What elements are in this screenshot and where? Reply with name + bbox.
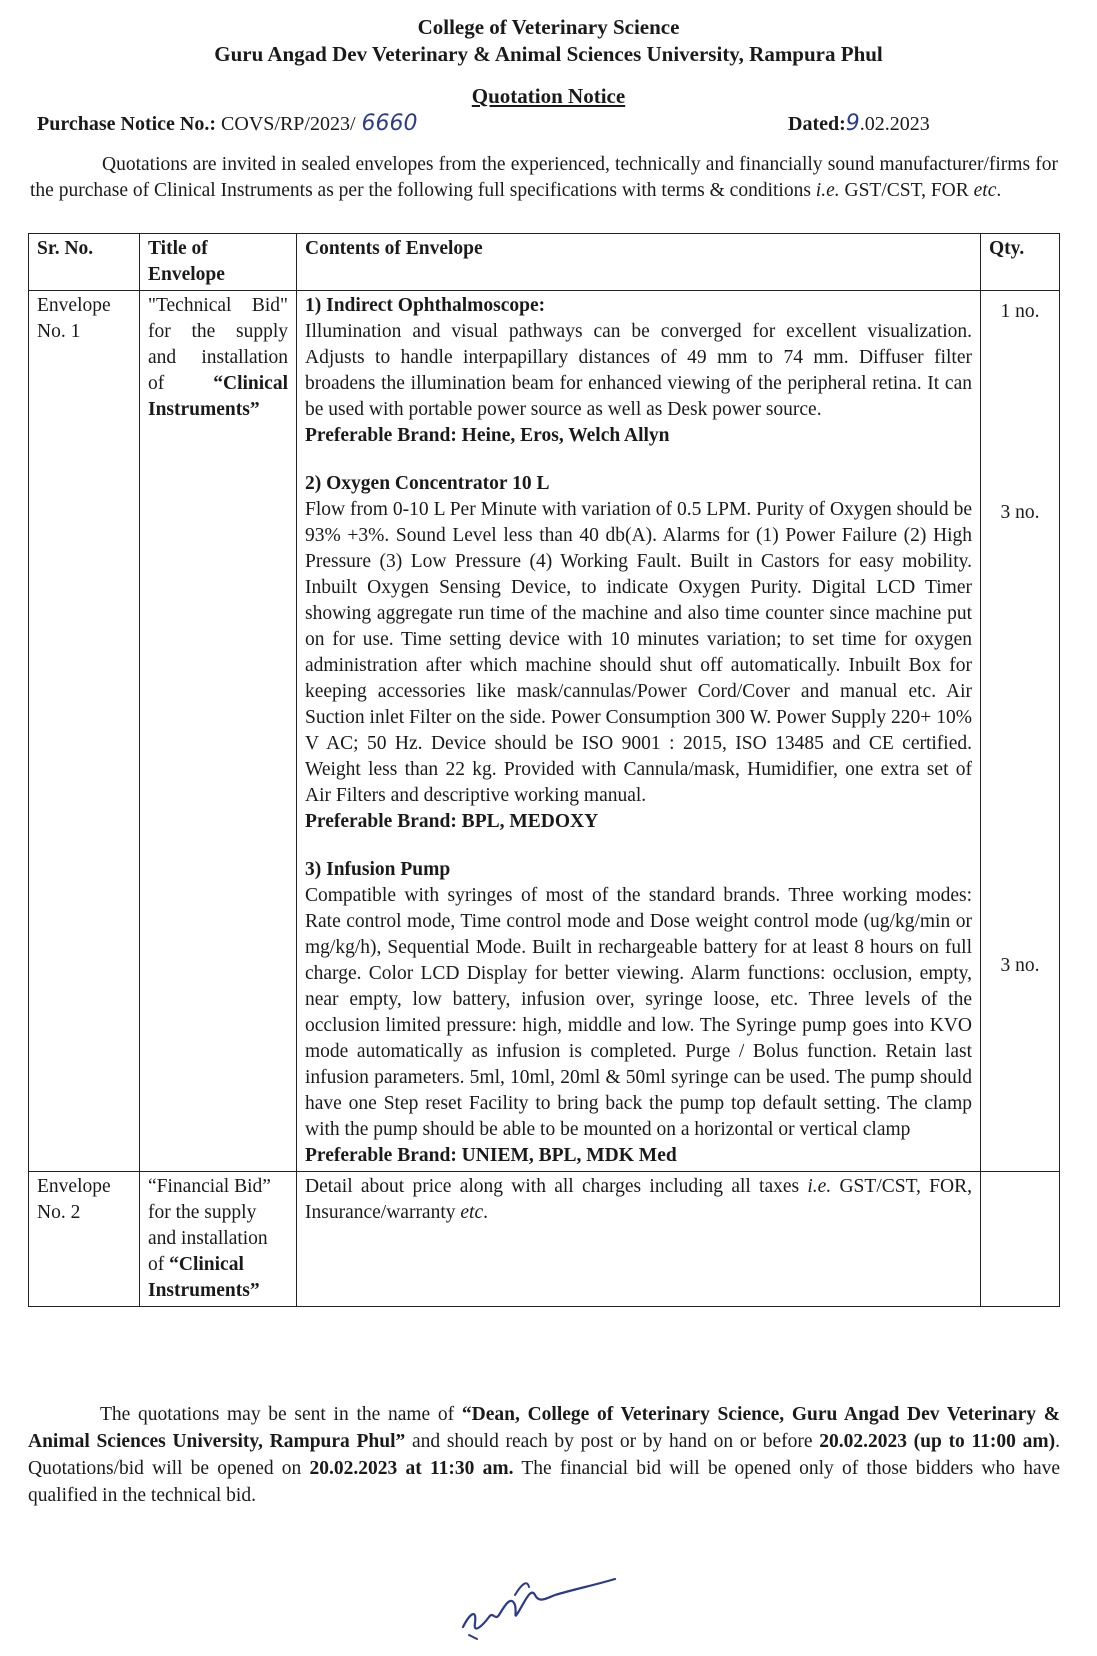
- item-title: 2) Oxygen Concentrator 10 L: [305, 473, 550, 494]
- intro-paragraph: Quotations are invited in sealed envelopes from the experienced, technically and financially sound manufacturer/firms for the purchase of Clinical Instruments as per the following full specifications with terms & conditions i.e. GST/CST, FOR etc.: [30, 154, 1058, 201]
- item-brand: Preferable Brand: BPL, MEDOXY: [305, 811, 599, 832]
- item-body: Illumination and visual pathways can be converged for excellent visualization. Adjusts to handle interpapillary distances of 49 mm to 74 mm. Diffuser filter broadens the illumination beam for enhanced viewing of the peripheral retina. It can be used with portable power source as well as Desk power source.: [305, 321, 972, 420]
- envelope-1-sr: Envelope No. 1: [29, 291, 140, 1172]
- purchase-notice-number: [37, 111, 418, 136]
- envelope-1-qty: [981, 291, 1060, 1172]
- purchase-notice-label: Purchase Notice No.:: [37, 113, 217, 135]
- document-header: [0, 14, 1097, 68]
- envelope-2-qty: [981, 1172, 1060, 1307]
- header-sr-no: Sr. No.: [29, 234, 140, 291]
- qty-item-3: 3 no.: [1000, 955, 1040, 976]
- envelope-1-title: "Technical Bid" for the supply and installation of “Clinical Instruments”: [140, 291, 297, 1172]
- header-title: Title of Envelope: [140, 234, 297, 291]
- qty-item-2: 3 no.: [1000, 502, 1040, 523]
- handwritten-number: 6660: [361, 111, 418, 136]
- table-row: [29, 291, 1060, 1172]
- envelope-2-sr: Envelope No. 2: [29, 1172, 140, 1307]
- footer-paragraph: The quotations may be sent in the name of “Dean, College of Veterinary Science, Guru Angad Dev Veterinary & Animal Sciences University, Rampura Phul” and should reach by post or by hand on or before 20.02.2023 (up to 11:00 am). Quotations/bid will be opened on 20.02.2023 at 11:30 am. The financial bid will be opened only of those bidders who have qualified in the technical bid.: [28, 1404, 1061, 1506]
- university-name: Guru Angad Dev Veterinary & Animal Sciences University, Rampura Phul: [214, 42, 883, 66]
- envelope-2-title: “Financial Bid” for the supply and installation of “Clinical Instruments”: [140, 1172, 297, 1307]
- dated: [788, 111, 930, 136]
- qty-item-1: 1 no.: [1000, 301, 1040, 322]
- signature-icon: [455, 1565, 635, 1645]
- list-item: [305, 857, 972, 1169]
- table-header-row: [29, 234, 1060, 291]
- table-row: [29, 1172, 1060, 1307]
- college-name: College of Veterinary Science: [417, 15, 680, 39]
- item-title: 1) Indirect Ophthalmoscope:: [305, 295, 546, 316]
- envelope-1-contents: [297, 291, 981, 1172]
- handwritten-day: 9: [845, 111, 860, 136]
- item-body: Flow from 0-10 L Per Minute with variation of 0.5 LPM. Purity of Oxygen should be 93% +3%. Sound Level less than 40 db(A). Alarms for (1) Power Failure (2) High Pressure (3) Low Pressure (4) Working Fault. Built in Castors for easy mobility. Inbuilt Oxygen Sensing Device, to indicate Oxygen Purity. Digital LCD Timer showing aggregate run time of the machine and also time counter since machine put on for use. Time setting device with 10 minutes variation; to set time for oxygen administration after which machine should shut off automatically. Inbuilt Box for keeping accessories like mask/cannulas/Power Cord/Cover and manual etc. Air Suction inlet Filter on the side. Power Consumption 300 W. Power Supply 220+ 10% V AC; 50 Hz. Device should be ISO 9001 : 2015, ISO 13485 and CE certified. Weight less than 22 kg. Provided with Cannula/mask, Humidifier, one extra set of Air Filters and descriptive working manual.: [305, 499, 972, 806]
- item-brand: Preferable Brand: UNIEM, BPL, MDK Med: [305, 1145, 677, 1166]
- dated-label: Dated:: [788, 113, 846, 135]
- specification-table: [28, 233, 1060, 1307]
- notice-title: [0, 84, 1097, 109]
- item-brand: Preferable Brand: Heine, Eros, Welch Allyn: [305, 425, 670, 446]
- list-item: [305, 471, 972, 835]
- header-contents: Contents of Envelope: [297, 234, 981, 291]
- item-title: 3) Infusion Pump: [305, 859, 451, 880]
- notice-title-text: Quotation Notice: [471, 84, 626, 108]
- dated-value: .02.2023: [859, 113, 930, 135]
- list-item: [305, 293, 972, 449]
- item-body: Compatible with syringes of most of the standard brands. Three working modes: Rate control mode, Time control mode and Dose weight control mode (ug/kg/min or mg/kg/h), Sequential Mode. Built in rechargeable battery for at least 8 hours on full charge. Color LCD Display for better viewing. Alarm functions: occlusion, empty, near empty, low battery, infusion over, syringe loose, etc. Three levels of the occlusion limited pressure: high, middle and low. The Syringe pump goes into KVO mode automatically as infusion is completed. Purge / Bolus function. Retain last infusion parameters. 5ml, 10ml, 20ml & 50ml syringe can be used. The pump should have one Step reset Facility to bring back the pump top default setting. The clamp with the pump should be able to be mounted on a horizontal or vertical clamp: [305, 885, 972, 1140]
- purchase-notice-value: COVS/RP/2023/: [221, 113, 356, 135]
- envelope-2-contents: Detail about price along with all charges including all taxes i.e. GST/CST, FOR, Insurance/warranty etc.: [297, 1172, 981, 1307]
- header-qty: Qty.: [981, 234, 1060, 291]
